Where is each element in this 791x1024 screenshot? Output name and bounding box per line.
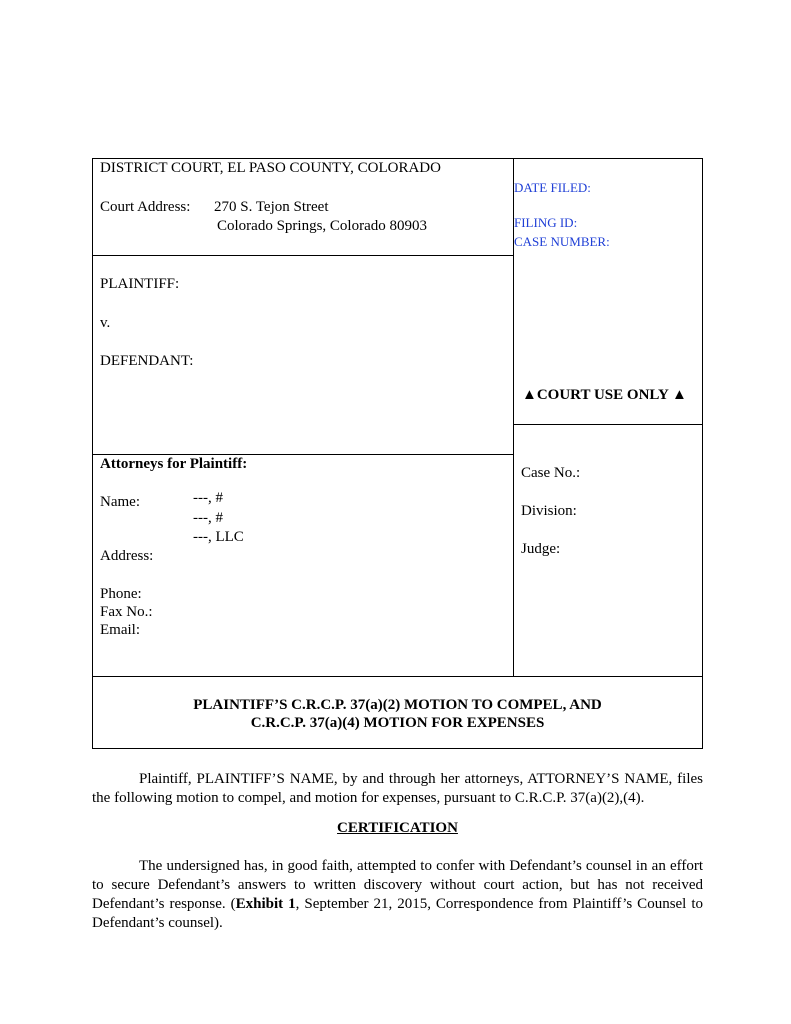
motion-title-line2: C.R.C.P. 37(a)(4) MOTION FOR EXPENSES [250,715,545,731]
court-address-line1: 270 S. Tejon Street [214,199,329,215]
division-label: Division: [521,503,577,519]
date-filed-label: DATE FILED: [514,180,591,195]
court-use-only: ▲COURT USE ONLY ▲ [522,387,687,403]
address-label: Address: [100,548,154,564]
title-block-divider [92,676,703,677]
attorney-name-line1: ---, # [193,490,223,506]
attorney-firm: ---, LLC [193,529,244,545]
court-address-line2: Colorado Springs, Colorado 80903 [217,218,427,234]
intro-paragraph: Plaintiff, PLAINTIFF’S NAME, by and through her attorneys, ATTORNEY’S NAME, files the following motion to compel, and motion for expenses, pursuant to C.R.C.P. 37(a)(2),(4). [92,771,703,806]
certification-text-1: The undersigned has, in good faith, attempted to confer with Defendant’s counsel in an effort to secure Defendant’s answers to written discovery without court action, but has not received Defendant’s response. ( [92,858,703,912]
judge-label: Judge: [521,541,561,557]
phone-label: Phone: [100,586,142,602]
plaintiff-label: PLAINTIFF: [100,276,180,292]
case-no-label: Case No.: [521,465,581,481]
certification-text-2: , September 21, 2015, Correspondence from Plaintiff’s Counsel to Defendant’s counsel). [92,896,703,931]
versus: v. [100,315,111,331]
fax-label: Fax No.: [100,604,153,620]
motion-title-line1: PLAINTIFF’S C.R.C.P. 37(a)(2) MOTION TO COMPEL, AND [193,697,602,713]
attorney-name-line2: ---, # [193,510,223,526]
email-label: Email: [100,622,140,638]
court-address-label: Court Address: [100,199,191,215]
court-use-divider [513,424,703,425]
name-label: Name: [100,494,140,510]
filing-id-label: FILING ID: [514,215,578,230]
defendant-label: DEFENDANT: [100,353,194,369]
case-number-label: CASE NUMBER: [514,234,610,249]
certification-heading: CERTIFICATION [337,820,458,836]
court-block-divider [92,255,513,256]
exhibit-reference: Exhibit 1 [235,896,296,912]
parties-block-divider [92,454,513,455]
court-name: DISTRICT COURT, EL PASO COUNTY, COLORADO [100,160,441,176]
certification-paragraph [92,857,703,933]
attorneys-heading: Attorneys for Plaintiff: [100,456,248,472]
